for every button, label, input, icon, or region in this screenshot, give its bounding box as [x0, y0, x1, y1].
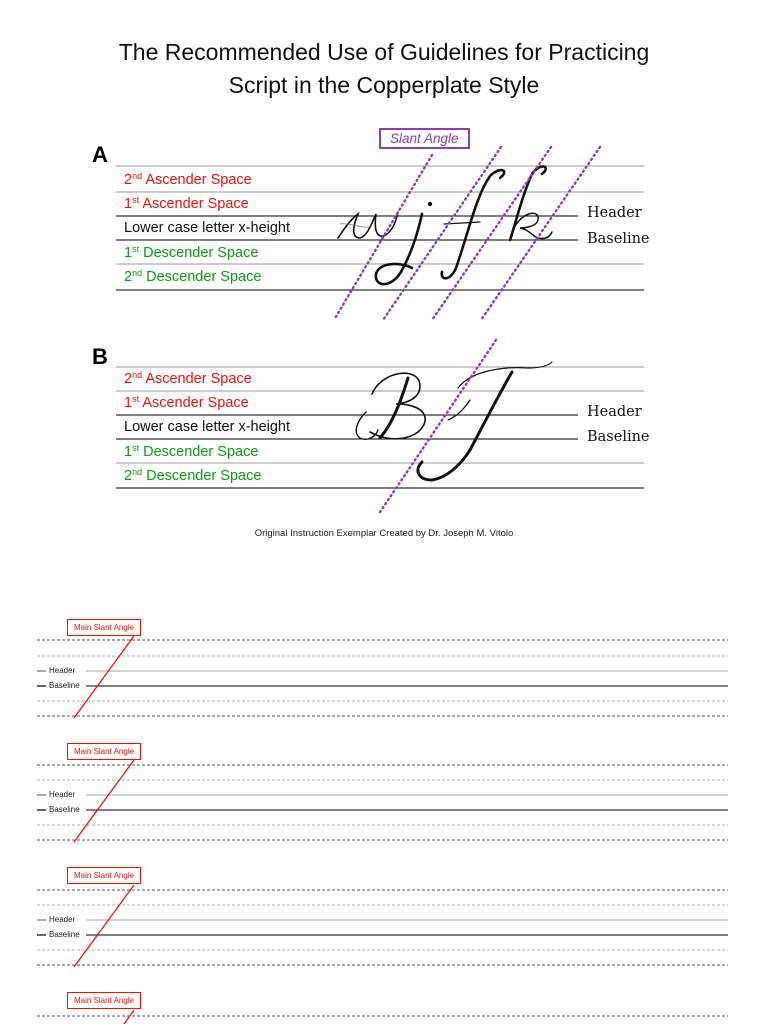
label-x-height: Lower case letter x-height: [124, 419, 291, 435]
section-b-script: [356, 362, 552, 480]
baseline-label-b: Baseline: [587, 429, 650, 445]
section-b-letter: B: [92, 344, 108, 369]
practice-block-2: [37, 760, 728, 842]
practice-header-label: Header: [49, 915, 76, 924]
label-1st-ascender-space: 1st Ascender Space: [124, 394, 249, 411]
label-2nd-descender-space: 2nd Descender Space: [124, 268, 262, 285]
label-1st-descender-space: 1st Descender Space: [124, 244, 259, 261]
label-1st-descender-space: 1st Descender Space: [124, 443, 259, 460]
practice-block-4: [37, 1010, 728, 1024]
header-label-a: Header: [587, 205, 642, 221]
practice-block-1: [37, 636, 728, 718]
main-slant-angle-label: Main Slant Angle: [67, 867, 141, 884]
practice-header-label: Header: [49, 666, 76, 675]
label-1st-ascender-space: 1st Ascender Space: [124, 195, 249, 212]
section-b-slant-line: [380, 340, 496, 512]
slant-angle-label: Slant Angle: [379, 128, 470, 149]
practice-baseline-label: Baseline: [49, 681, 80, 690]
header-label-b: Header: [587, 404, 642, 420]
title-line-2: Script in the Copperplate Style: [228, 72, 540, 98]
section-a-script: [338, 166, 552, 284]
practice-baseline-label: Baseline: [49, 930, 80, 939]
label-2nd-ascender-space: 2nd Ascender Space: [124, 171, 252, 188]
main-slant-angle-label: Main Slant Angle: [67, 619, 141, 636]
label-2nd-descender-space: 2nd Descender Space: [124, 467, 262, 484]
title-line-1: The Recommended Use of Guidelines for Practicing: [118, 39, 650, 65]
practice-header-label: Header: [49, 790, 76, 799]
practice-block-3: [37, 885, 728, 967]
main-slant-angle-label: Main Slant Angle: [67, 743, 141, 760]
section-a-letter: A: [92, 142, 108, 167]
credit-line: Original Instruction Exemplar Created by Dr. Joseph M. Vitolo: [254, 528, 514, 539]
label-x-height: Lower case letter x-height: [124, 220, 291, 236]
practice-baseline-label: Baseline: [49, 805, 80, 814]
main-slant-angle-label: Main Slant Angle: [67, 992, 141, 1009]
baseline-label-a: Baseline: [587, 231, 650, 247]
label-2nd-ascender-space: 2nd Ascender Space: [124, 370, 252, 387]
